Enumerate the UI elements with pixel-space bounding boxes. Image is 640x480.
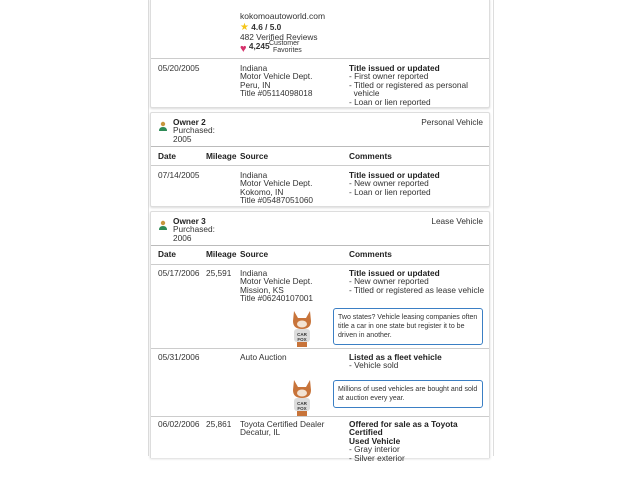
- row-date: 06/02/2006: [158, 419, 200, 429]
- owner3-card: [150, 211, 490, 463]
- col-comments: Comments: [349, 249, 392, 259]
- divider: [151, 58, 489, 59]
- info-tip: Millions of used vehicles are bought and sold at auction every year.: [333, 380, 483, 408]
- favorites-label: Customer Favorites: [269, 40, 302, 54]
- person-icon: [158, 220, 168, 230]
- row-comments: Listed as a fleet vehicle - Vehicle sold: [349, 352, 442, 371]
- col-date: Date: [158, 249, 176, 259]
- carfox-mascot-icon: [289, 378, 315, 416]
- vehicle-type: Personal Vehicle: [421, 117, 483, 127]
- dealer-website[interactable]: kokomoautoworld.com: [240, 11, 326, 21]
- row-date: 05/20/2005: [158, 63, 200, 73]
- row-source: Toyota Certified Dealer Decatur, IL: [240, 419, 325, 438]
- row-comments: Offered for sale as a Toyota Certified Used Vehicle - Gray interior - Silver exterior: [349, 419, 458, 463]
- info-tip: Two states? Vehicle leasing companies often title a car in one state but register it to be driven in another.: [333, 308, 483, 345]
- col-comments: Comments: [349, 151, 392, 161]
- owner-title: Owner 2 Purchased: 2005: [173, 117, 215, 144]
- divider: [151, 348, 489, 349]
- vehicle-type: Lease Vehicle: [431, 216, 483, 226]
- svg-text:FOX: FOX: [297, 337, 307, 342]
- owner2-card: [150, 112, 490, 207]
- svg-text:FOX: FOX: [297, 406, 307, 411]
- row-date: 05/31/2006: [158, 352, 200, 362]
- divider: [151, 165, 489, 166]
- row-mileage: 25,591: [206, 268, 232, 278]
- divider: [151, 416, 489, 417]
- col-date: Date: [158, 151, 176, 161]
- heart-icon: ♥: [240, 43, 247, 55]
- owner1-card: [150, 0, 490, 108]
- star-icon: ★: [240, 22, 249, 33]
- row-comments: Title issued or updated - New owner reported - Titled or registered as lease vehicle: [349, 268, 485, 295]
- verified-reviews[interactable]: 482 Verified Reviews: [240, 32, 318, 42]
- person-icon: [158, 121, 168, 131]
- row-source: Indiana Motor Vehicle Dept. Mission, KS Title #06240107001: [240, 268, 314, 304]
- row-mileage: 25,861: [206, 419, 232, 429]
- divider: [151, 264, 489, 265]
- dealer-rating: ★ 4.6 / 5.0: [240, 22, 282, 33]
- row-date: 07/14/2005: [158, 170, 200, 180]
- row-date: 05/17/2006: [158, 268, 200, 278]
- row-comments: Title issued or updated - First owner reported - Titled or registered as personal vehicle - Loan or lien reported: [349, 63, 468, 107]
- row-source: Indiana Motor Vehicle Dept. Kokomo, IN Title #05487051060: [240, 170, 314, 206]
- col-source: Source: [240, 249, 269, 259]
- owner-title: Owner 3 Purchased: 2006: [173, 216, 215, 243]
- divider: [151, 146, 489, 147]
- divider: [151, 245, 489, 246]
- carfox-mascot-icon: [289, 309, 315, 347]
- col-mileage: Mileage: [206, 249, 237, 259]
- svg-text:CAR: CAR: [297, 332, 307, 337]
- row-comments: Title issued or updated - New owner reported - Loan or lien reported: [349, 170, 440, 197]
- col-mileage: Mileage: [206, 151, 237, 161]
- row-source: Indiana Motor Vehicle Dept. Peru, IN Title #05114098018: [240, 63, 313, 99]
- row-source: Auto Auction: [240, 352, 287, 362]
- svg-text:CAR: CAR: [297, 401, 307, 406]
- favorites: ♥ 4,245: [240, 41, 270, 55]
- col-source: Source: [240, 151, 269, 161]
